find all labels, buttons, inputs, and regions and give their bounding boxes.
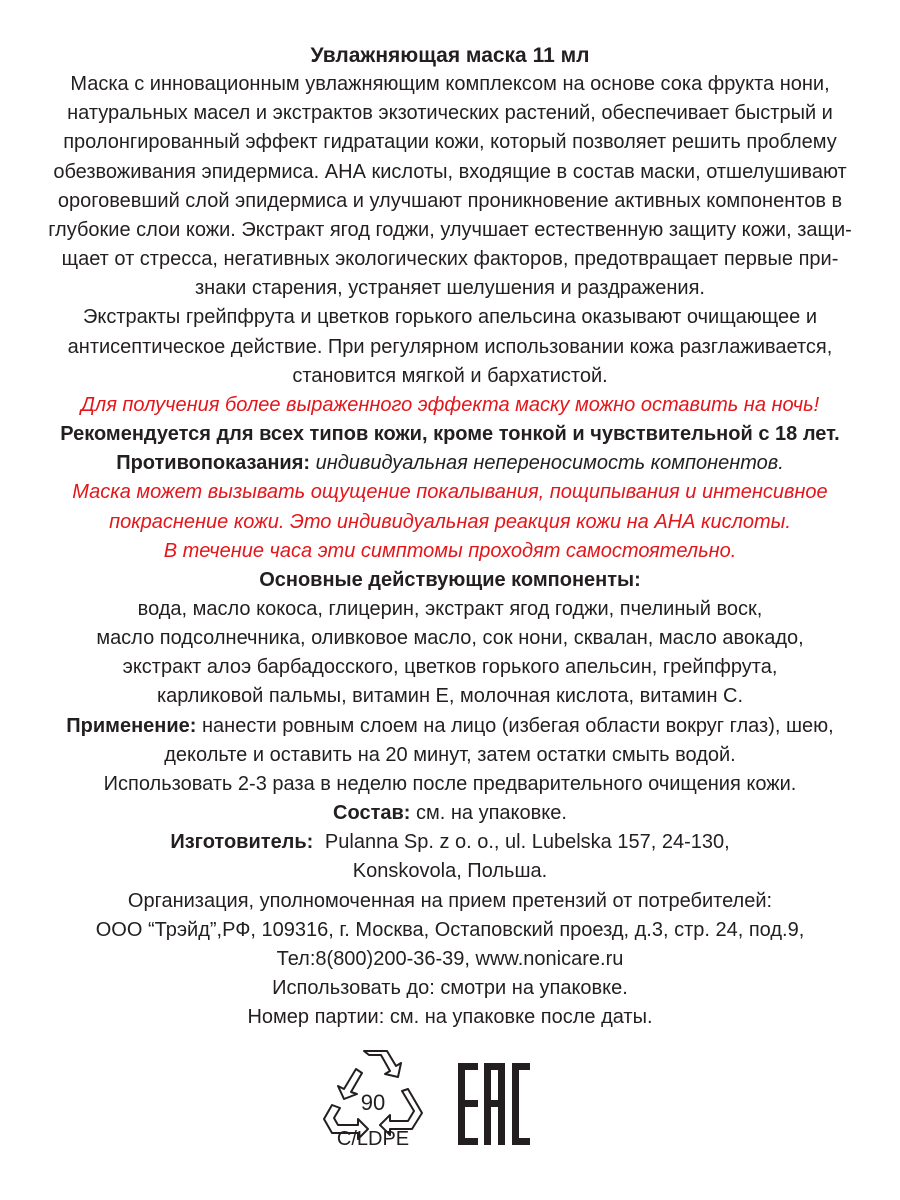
composition <box>0 799 900 828</box>
manufacturer-line: Konskovola, Польша. <box>352 860 548 883</box>
recycle-number: 90 <box>360 1090 386 1115</box>
warning-line: Маска может вызывать ощущение покалывания, пощипывания и интенсивное <box>72 481 828 504</box>
contraindications-text: индивидуальная непереносимость компонентов. <box>315 452 784 475</box>
components-line: экстракт алоэ барбадосского, цветков горького апельсин, грейпфрута, <box>122 656 778 679</box>
components-line: карликовой пальмы, витамин Е, молочная кислота, витамин С. <box>156 685 744 708</box>
claims-line: ООО “Трэйд”,РФ, 109316, г. Москва, Остаповский проезд, д.3, стр. 24, под.9, <box>95 918 805 941</box>
description-line: щает от стресса, негативных экологических факторов, предотвращает первые при- <box>61 248 839 271</box>
contraindications-label: Противопоказания: <box>116 452 311 475</box>
description-line: Маска с инновационным увлажняющим комплексом на основе сока фрукта нони, <box>70 73 830 96</box>
contraindications <box>0 449 900 478</box>
description-line: обезвоживания эпидермиса. АНА кислоты, входящие в состав маски, отшелушивают <box>53 160 847 183</box>
warning-line: покраснение кожи. Это индивидуальная реакция кожи на АНА кислоты. <box>109 510 791 533</box>
components-heading: Основные действующие компоненты: <box>259 568 641 591</box>
batch-number: Номер партии: см. на упаковке после даты. <box>247 1006 653 1029</box>
claims-line: Организация, уполномоченная на прием претензий от потребителей: <box>127 889 773 912</box>
product-title: Увлажняющая маска 11 мл <box>310 44 590 67</box>
recycle-code: C/LDPE <box>336 1128 410 1150</box>
eac-mark-icon <box>458 1063 530 1145</box>
composition-label: Состав: <box>333 802 411 825</box>
description-line: знаки старения, устраняет шелушения и раздражения. <box>195 277 705 300</box>
manufacturer <box>0 828 900 857</box>
warning-line: В течение часа эти симптомы проходят самостоятельно. <box>163 539 737 562</box>
description-line: Экстракты грейпфрута и цветков горького апельсина оказывают очищающее и <box>83 306 817 329</box>
description-line: становится мягкой и бархатистой. <box>292 364 608 387</box>
manufacturer-text: Pulanna Sp. z o. o., ul. Lubelska 157, 24-130, <box>324 831 730 854</box>
description-line: пролонгированный эффект гидратации кожи, который позволяет решить проблему <box>63 131 837 154</box>
usage-line: Использовать 2-3 раза в неделю после предварительного очищения кожи. <box>103 772 797 795</box>
description-line: глубокие слои кожи. Экстракт ягод годжи, улучшает естественную защиту кожи, защи- <box>48 218 852 241</box>
night-tip: Для получения более выраженного эффекта маску можно оставить на ночь! <box>80 393 820 416</box>
description-line: натуральных масел и экстрактов экзотических растений, обеспечивает быстрый и <box>67 102 833 125</box>
expiry: Использовать до: смотри на упаковке. <box>272 977 628 999</box>
description-line: антисептическое действие. При регулярном использовании кожа разглаживается, <box>67 335 833 358</box>
recommendation: Рекомендуется для всех типов кожи, кроме тонкой и чувствительной с 18 лет. <box>60 423 840 446</box>
label-text <box>0 41 900 1032</box>
description-line: ороговевший слой эпидермиса и улучшают проникновение активных компонентов в <box>57 189 843 212</box>
usage <box>0 712 900 741</box>
components-line: масло подсолнечника, оливковое масло, сок нони, сквалан, масло авокадо, <box>96 627 804 650</box>
manufacturer-label: Изготовитель: <box>170 831 314 854</box>
usage-line: декольте и оставить на 20 минут, затем остатки смыть водой. <box>164 743 736 766</box>
usage-label: Применение: <box>66 714 197 737</box>
claims-line: Тел:8(800)200-36-39, www.nonicare.ru <box>276 947 624 970</box>
usage-text: нанести ровным слоем на лицо (избегая области вокруг глаз), шею, <box>202 714 834 737</box>
components-line: вода, масло кокоса, глицерин, экстракт ягод годжи, пчелиный воск, <box>137 597 763 620</box>
composition-text: см. на упаковке. <box>416 802 567 825</box>
